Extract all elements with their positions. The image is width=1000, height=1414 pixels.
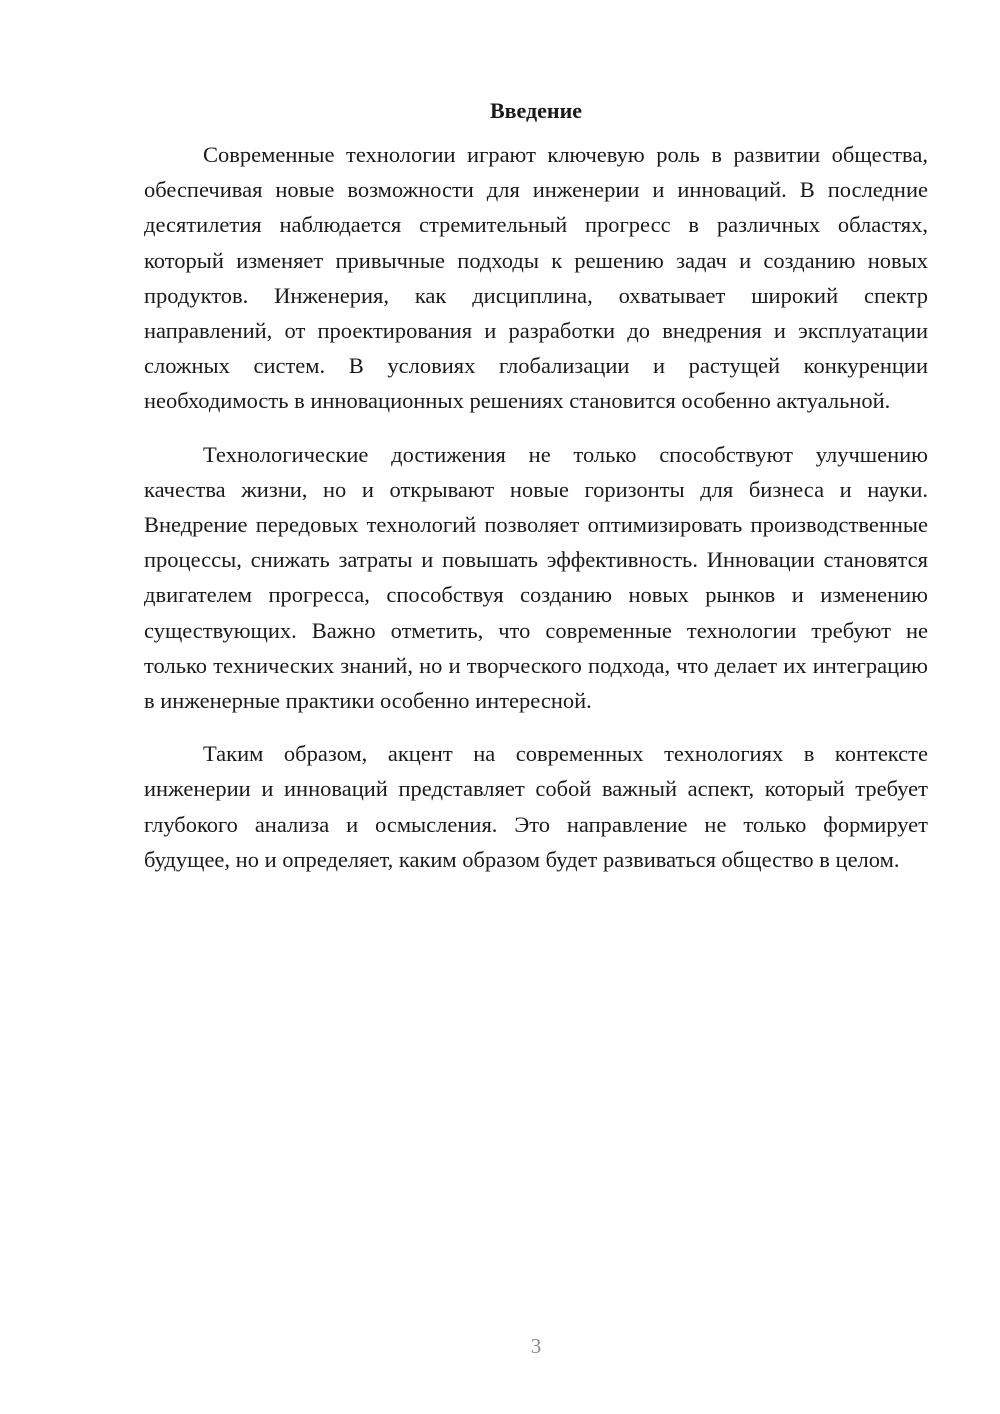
paragraph-1: Современные технологии играют ключевую роль в развитии общества, обеспечивая новые возможности для инженерии и инноваций. В последние десятилетия наблюдается стремительный прогресс в различных областях, который изменяет привычные подходы к решению задач и созданию новых продуктов. Инженерия, как дисциплина, охватывает широкий спектр направлений, от проектирования и разработки до внедрения и эксплуатации сложных систем. В условиях глобализации и растущей конкуренции необходимость в инновационных решениях становится особенно актуальной. [144,142,928,414]
paragraph-2: Технологические достижения не только способствуют улучшению качества жизни, но и открывают новые горизонты для бизнеса и науки. Внедрение передовых технологий позволяет оптимизировать производственные процессы, снижать затраты и повышать эффективность. Инновации становятся двигателем прогресса, способствуя созданию новых рынков и изменению существующих. Важно отметить, что современные технологии требуют не только технических знаний, но и творческого подхода, что делает их интеграцию в инженерные практики особенно интересной. [144,441,928,714]
page-number: 3 [530,1334,542,1358]
page-content [144,93,928,895]
section-heading: Введение [489,98,583,123]
paragraph-3: Таким образом, акцент на современных технологиях в контексте инженерии и инноваций представляет собой важный аспект, который требует глубокого анализа и осмысления. Это направление не только формирует будущее, но и определяет, каким образом будет развиваться общество в целом. [144,741,928,872]
